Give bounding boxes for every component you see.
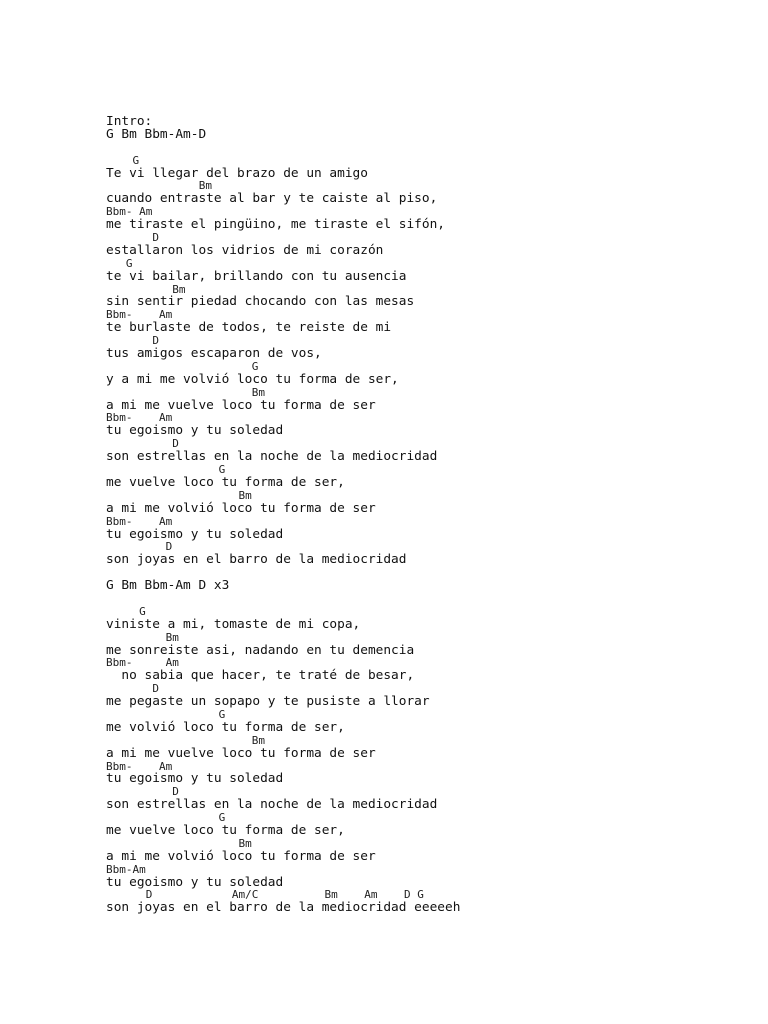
chord-line: D <box>106 437 179 451</box>
lyric-line: a mi me vuelve loco tu forma de ser <box>106 745 376 761</box>
lyric-line: sin sentir piedad chocando con las mesas <box>106 294 415 310</box>
chord-line: Bm <box>106 488 252 502</box>
lyric-line: me sonreiste asi, nadando en tu demencia <box>106 642 415 658</box>
lyric-line: tu egoismo y tu soledad <box>106 526 284 542</box>
lyric-line: me vuelve loco tu forma de ser, <box>106 474 345 490</box>
chord-line: D <box>106 682 159 696</box>
chord-line: Bm <box>106 385 265 399</box>
chord-line: G <box>106 256 133 270</box>
lyric-line: son joyas en el barro de la mediocridad <box>106 552 407 568</box>
chord-line: Bbm- Am <box>106 759 173 773</box>
chord-line: Bbm- Am <box>106 308 173 322</box>
chord-line: D <box>106 231 159 245</box>
text-line: G Bm Bbm-Am-D <box>106 126 207 142</box>
chord-line: Bm <box>106 836 252 850</box>
lyric-line: a mi me volvió loco tu forma de ser <box>106 500 376 516</box>
chord-line: Bm <box>106 179 212 193</box>
chord-line: G <box>106 707 226 721</box>
chord-line: Bm <box>106 733 265 747</box>
chord-line: Bbm- Am <box>106 514 173 528</box>
lyric-line: y a mi me volvió loco tu forma de ser, <box>106 371 399 387</box>
lyric-line: tus amigos escaparon de vos, <box>106 346 322 362</box>
lyric-line: me tiraste el pingüino, me tiraste el sifón, <box>106 217 445 233</box>
chord-line: D Am/C Bm Am D G <box>106 888 424 902</box>
lyric-line: Te vi llegar del brazo de un amigo <box>106 165 368 181</box>
lyric-line: a mi me volvió loco tu forma de ser <box>106 848 376 864</box>
lyric-line: tu egoismo y tu soledad <box>106 771 284 787</box>
chord-line: Bbm- Am <box>106 656 179 670</box>
chord-line: G <box>106 604 146 618</box>
lyric-line: a mi me vuelve loco tu forma de ser <box>106 397 376 413</box>
chord-line: G <box>106 811 226 825</box>
lyric-line: tu egoismo y tu soledad <box>106 874 284 890</box>
chord-line: Bm <box>106 282 186 296</box>
blank-line <box>106 593 746 606</box>
blank-line <box>106 142 746 155</box>
lyric-line: no sabia que hacer, te traté de besar, <box>106 668 415 684</box>
chord-line: D <box>106 785 179 799</box>
chord-line: Bbm- Am <box>106 205 153 219</box>
lyric-line: son estrellas en la noche de la mediocridad <box>106 797 438 813</box>
chord-line: G <box>106 359 259 373</box>
lyric-line: viniste a mi, tomaste de mi copa, <box>106 616 361 632</box>
chord-sheet <box>106 116 746 915</box>
lyric-line: me pegaste un sopapo y te pusiste a llorar <box>106 694 430 710</box>
lyric-line: me vuelve loco tu forma de ser, <box>106 822 345 838</box>
lyric-line: te vi bailar, brillando con tu ausencia <box>106 268 407 284</box>
chord-line: G <box>106 153 140 167</box>
lyric-line: estallaron los vidrios de mi corazón <box>106 242 384 258</box>
text-line: Intro: <box>106 114 153 129</box>
text-line: G Bm Bbm-Am D x3 <box>106 578 230 594</box>
lyric-line: te burlaste de todos, te reiste de mi <box>106 320 392 336</box>
chord-line: D <box>106 334 159 348</box>
lyric-line: tu egoismo y tu soledad <box>106 423 284 439</box>
chord-line: Bbm- Am <box>106 411 173 425</box>
lyric-line: son estrellas en la noche de la mediocridad <box>106 449 438 465</box>
chord-line: D <box>106 540 173 554</box>
chord-line: Bm <box>106 630 179 644</box>
lyric-line: cuando entraste al bar y te caiste al piso, <box>106 191 438 207</box>
lyric-line: son joyas en el barro de la mediocridad eeeeeh <box>106 900 461 916</box>
chord-line: G <box>106 463 226 477</box>
lyric-line: me volvió loco tu forma de ser, <box>106 719 345 735</box>
chord-line: Bbm-Am <box>106 862 146 876</box>
